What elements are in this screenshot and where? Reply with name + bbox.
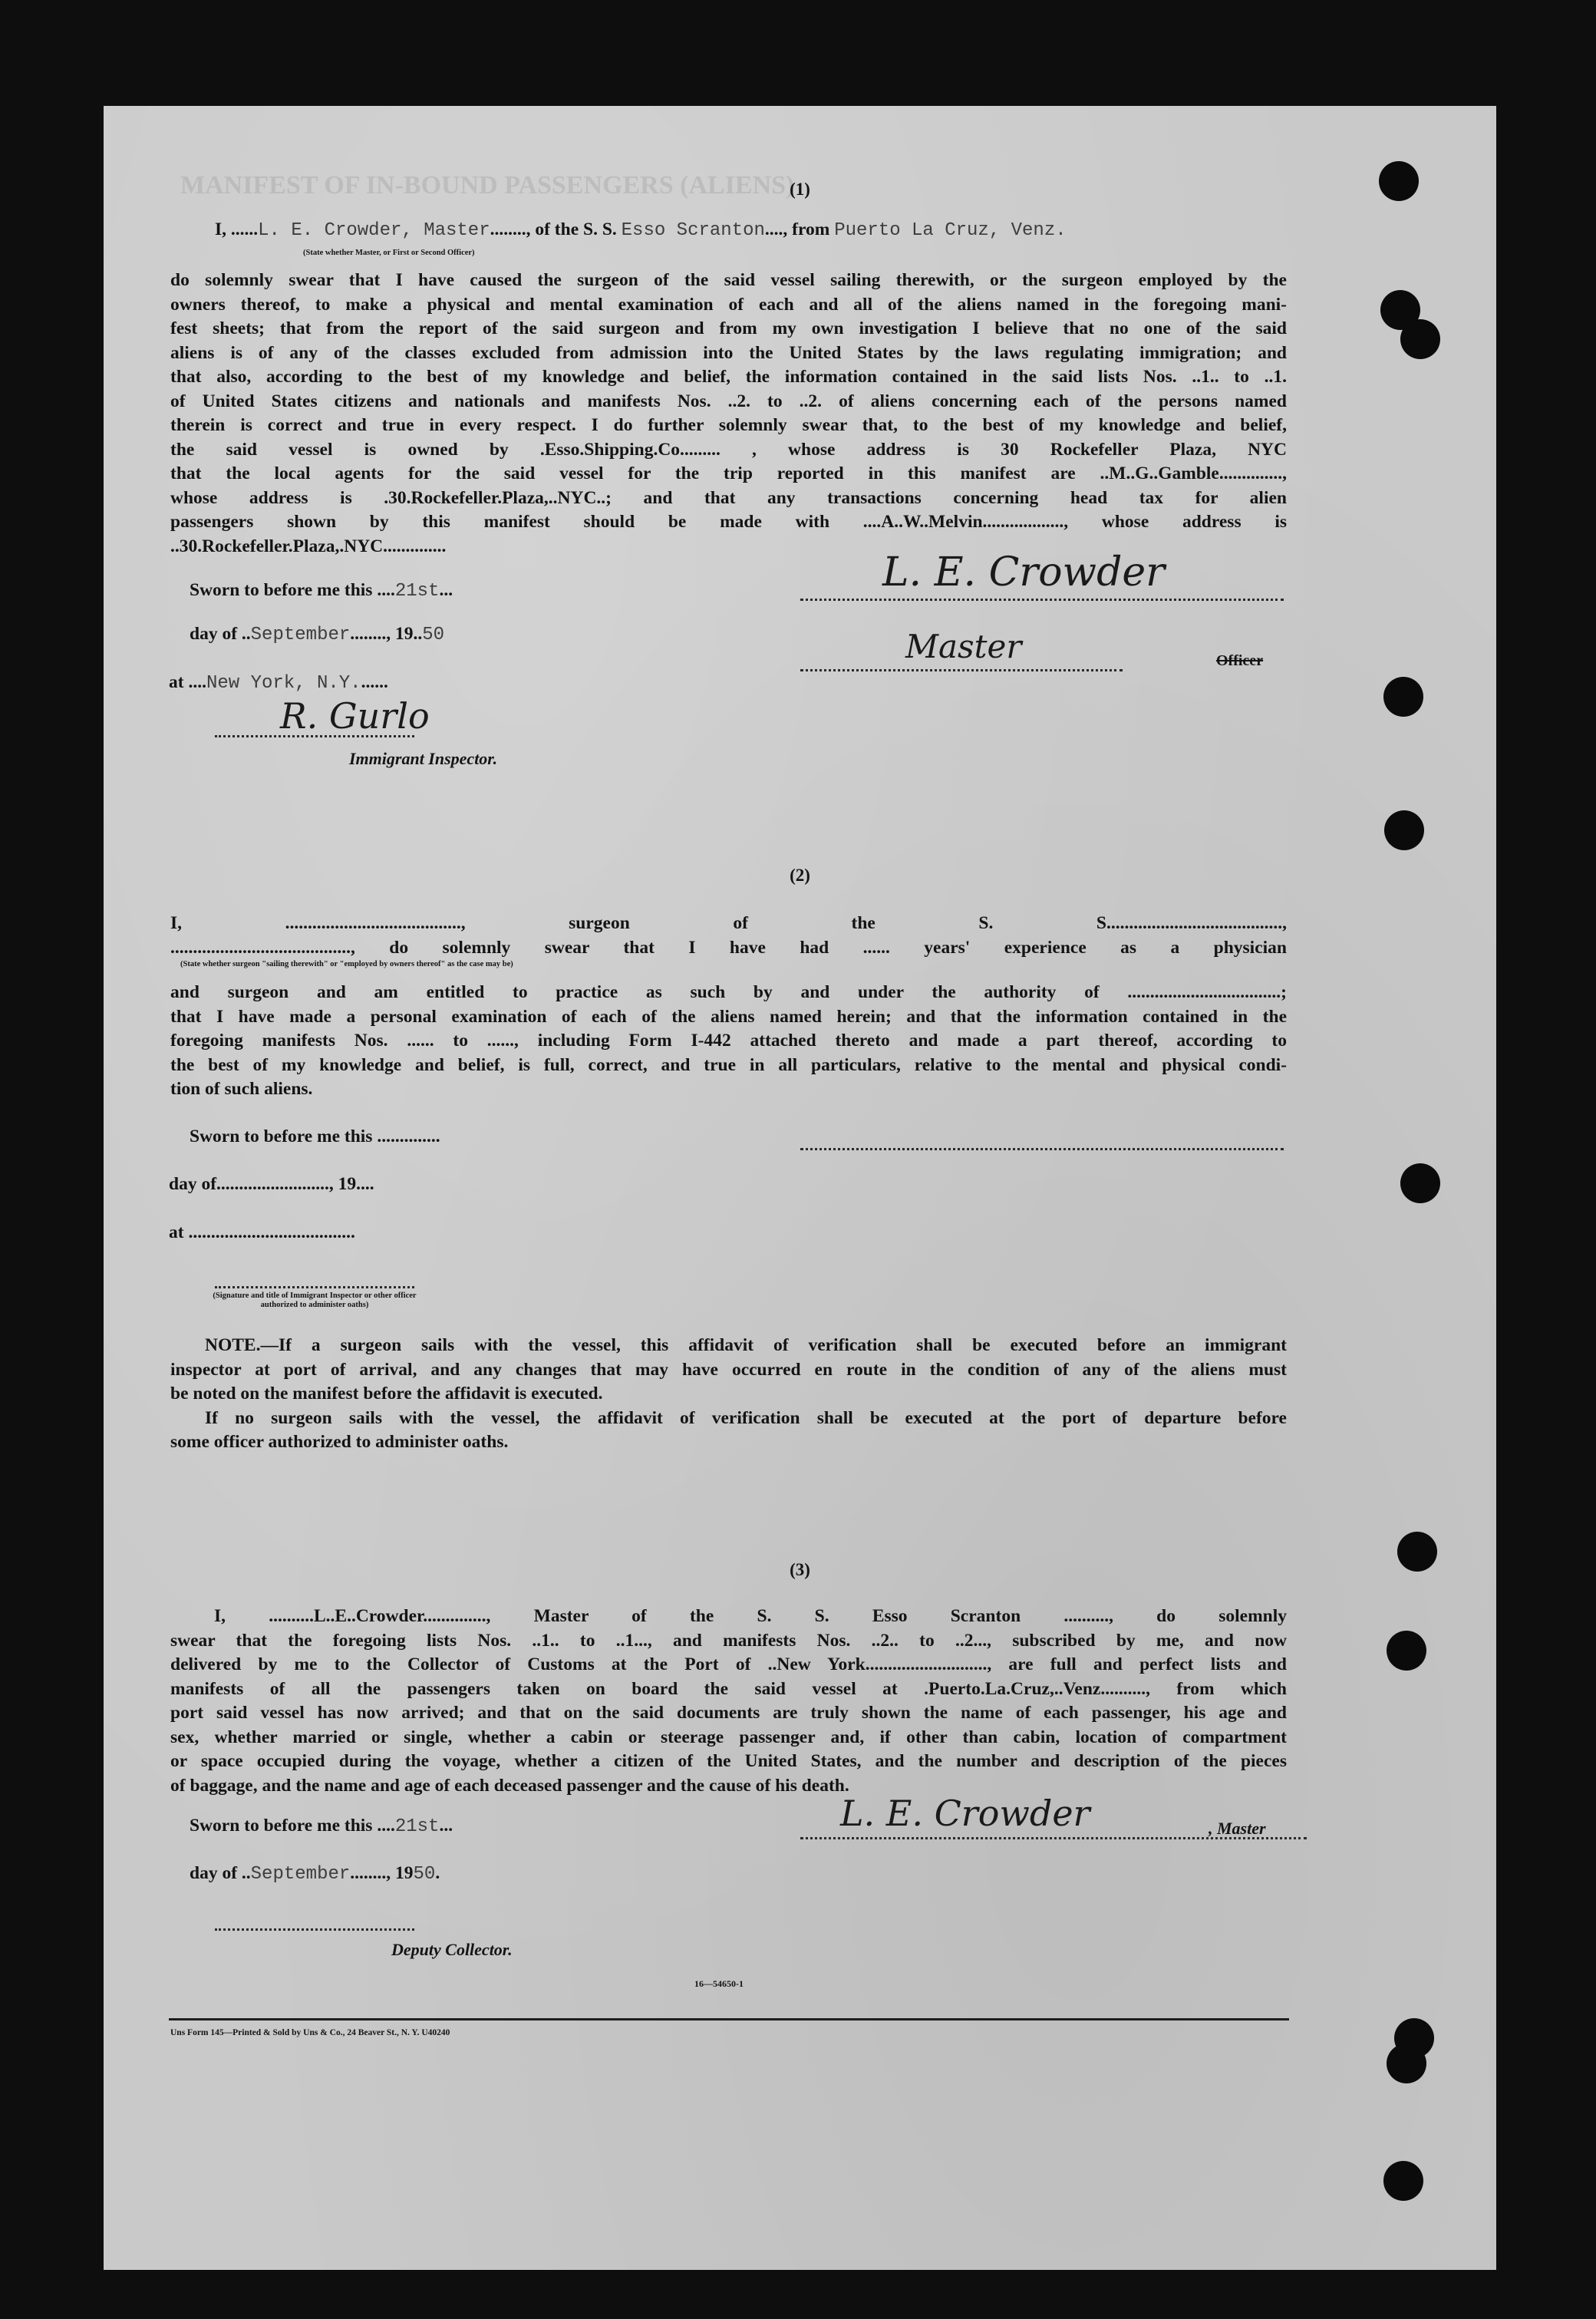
s1-oath-body: do solemnly swear that I have caused the surgeon of the said vessel sailing therewith, or the surgeon employed by the owners thereof, to make a physical and mental examination of each and all of the aliens named in the foregoing mani- fest sheets; that from the report of the said surgeon and from my own investigation I believe that no one of the said aliens is of any of the classes excluded from admission into the United States by the laws regulating immigration; and that also, according to the best of my knowledge and belief, the information contained in the said lists Nos. ..1.. to ..1. of United States citizens and nationals and manifests Nos. ..2. to ..2. of aliens concerning each of the persons named therein is correct and true in every respect. I do further solemnly swear that, to the best of my knowledge and belief, the said vessel is owned by .Esso.Shipping.Co......... , whose address is 30 Rockefeller Plaza, NYC that the local agents for the said vessel for the trip reported in this manifest are ..M..G..Gamble.............., whose address is .30.Rockefeller.Plaza,..NYC..; and that any transactions concerning head tax for alien passengers shown by this manifest should be made with ....A..W..Melvin.................., whose address is ..30.Rockefeller.Plaza,.NYC.............. xyxy=(170,270,1287,556)
form-code: 16—54650-1 xyxy=(694,1978,744,1989)
s2-at-line: at ..................................... xyxy=(169,1222,355,1242)
s2-officer-signature-line xyxy=(215,1286,414,1288)
s1-at-line: at ....New York, N.Y....... xyxy=(169,672,388,694)
punch-hole xyxy=(1400,1163,1440,1203)
master-title-signature: Master xyxy=(905,628,1022,665)
punch-hole xyxy=(1383,2161,1423,2201)
section-1-number: (1) xyxy=(790,180,810,199)
master-label: , Master xyxy=(1209,1819,1266,1838)
s3-master-signature: L. E. Crowder xyxy=(840,1793,1090,1834)
manifest-sheet xyxy=(104,106,1496,2270)
s3-oath-body: I, ..........L..E..Crowder.............., Master of the S. S. Esso Scranton .........., do solemnly swear that the foregoing lists Nos. ..1.. to ..1..., and manifests Nos. ..2.. to ..2..., subscribed by me, and now delivered by me to the Collector of Customs at the Port of ..New York..........................., are full and perfect lists and manifests of all the passengers taken on board the said vessel at .Puerto.La.Cruz,..Venz.........., from which port said vessel has now arrived; and that on the said documents are truly shown the name of each passenger, his age and sex, whether married or single, whether a cabin or steerage passenger and, if other than cabin, location of compartment or space occupied during the voyage, whether a citizen of the United States, and the number and description of the pieces of baggage, and the name and age of each deceased passenger and the cause of his death. xyxy=(170,1606,1287,1796)
s3-day-line: day of ..September........, 1950. xyxy=(190,1863,440,1885)
master-title-line xyxy=(800,669,1123,671)
section-2-number: (2) xyxy=(790,866,810,885)
officer-label: Officer xyxy=(1216,652,1264,669)
s2-sworn-line: Sworn to before me this .............. xyxy=(190,1127,440,1146)
s1-master-line: I, ......L. E. Crowder, Master........, of the S. S. Esso Scranton...., from Puerto La Cruz, Venz. xyxy=(215,219,1067,241)
collector-signature-line xyxy=(215,1928,414,1931)
master-signature: L. E. Crowder xyxy=(882,549,1165,595)
s1-sworn-line: Sworn to before me this ....21st... xyxy=(190,580,453,602)
deputy-collector-label: Deputy Collector. xyxy=(391,1940,513,1959)
surgeon-status-note: (State whether surgeon "sailing therewith" or "employed by owners thereof" as the case may be) xyxy=(180,960,513,968)
punch-hole xyxy=(1383,677,1423,717)
ship-name: Esso Scranton xyxy=(621,220,765,241)
master-rank-note: (State whether Master, or First or Second Officer) xyxy=(303,249,475,257)
footer-rule xyxy=(169,2018,1289,2020)
printer-imprint: Uns Form 145—Printed & Sold by Uns & Co., 24 Beaver St., N. Y. U40240 xyxy=(170,2028,450,2037)
inspector-signature: R. Gurlo xyxy=(280,695,430,737)
immigrant-inspector-label: Immigrant Inspector. xyxy=(349,749,498,768)
master-signature-line xyxy=(800,599,1284,601)
s3-sworn-line: Sworn to before me this ....21st... xyxy=(190,1816,453,1837)
departure-port: Puerto La Cruz, Venz. xyxy=(834,220,1067,241)
punch-hole xyxy=(1387,2044,1426,2083)
punch-hole xyxy=(1384,810,1424,850)
s2-signature-note: (Signature and title of Immigrant Inspector or other officer authorized to administer oaths) xyxy=(213,1291,417,1309)
s2-day-line: day of........................., 19.... xyxy=(169,1174,374,1194)
s2-signature-line xyxy=(800,1148,1284,1150)
section-3-number: (3) xyxy=(790,1560,810,1579)
punch-hole xyxy=(1387,1631,1426,1671)
s2-oath-body: and surgeon and am entitled to practice as such by and under the authority of ..................................; that I have made a personal examination of each of the aliens named herein; and that the information contained in the foregoing manifests Nos. ...... to ......, including Form I-442 attached thereto and made a part thereof, according to the best of my knowledge and belief, is full, correct, and true in all particulars, relative to the mental and physical condi- tion of such aliens. xyxy=(170,982,1287,1099)
s2-note: NOTE.—If a surgeon sails with the vessel, this affidavit of verification shall be executed before an immigrant inspector at port of arrival, and any changes that may have occurred en route in the condition of any of the aliens must be noted on the manifest before the affidavit is executed. If no surgeon sails with the vessel, the affidavit of verification shall be executed at the port of departure before some officer authorized to administer oaths. xyxy=(170,1335,1287,1452)
s1-day-line: day of ..September........, 19..50 xyxy=(190,624,445,645)
bleed-through-header: MANIFEST OF IN-BOUND PASSENGERS (ALIENS) xyxy=(180,171,795,200)
punch-hole xyxy=(1400,319,1440,359)
master-name: L. E. Crowder, Master xyxy=(258,220,490,241)
s2-header: I, ......................................., surgeon of the S. S......................................., ........................................, do solemnly swear that I have had ...... years' experience as a physician xyxy=(170,913,1287,958)
